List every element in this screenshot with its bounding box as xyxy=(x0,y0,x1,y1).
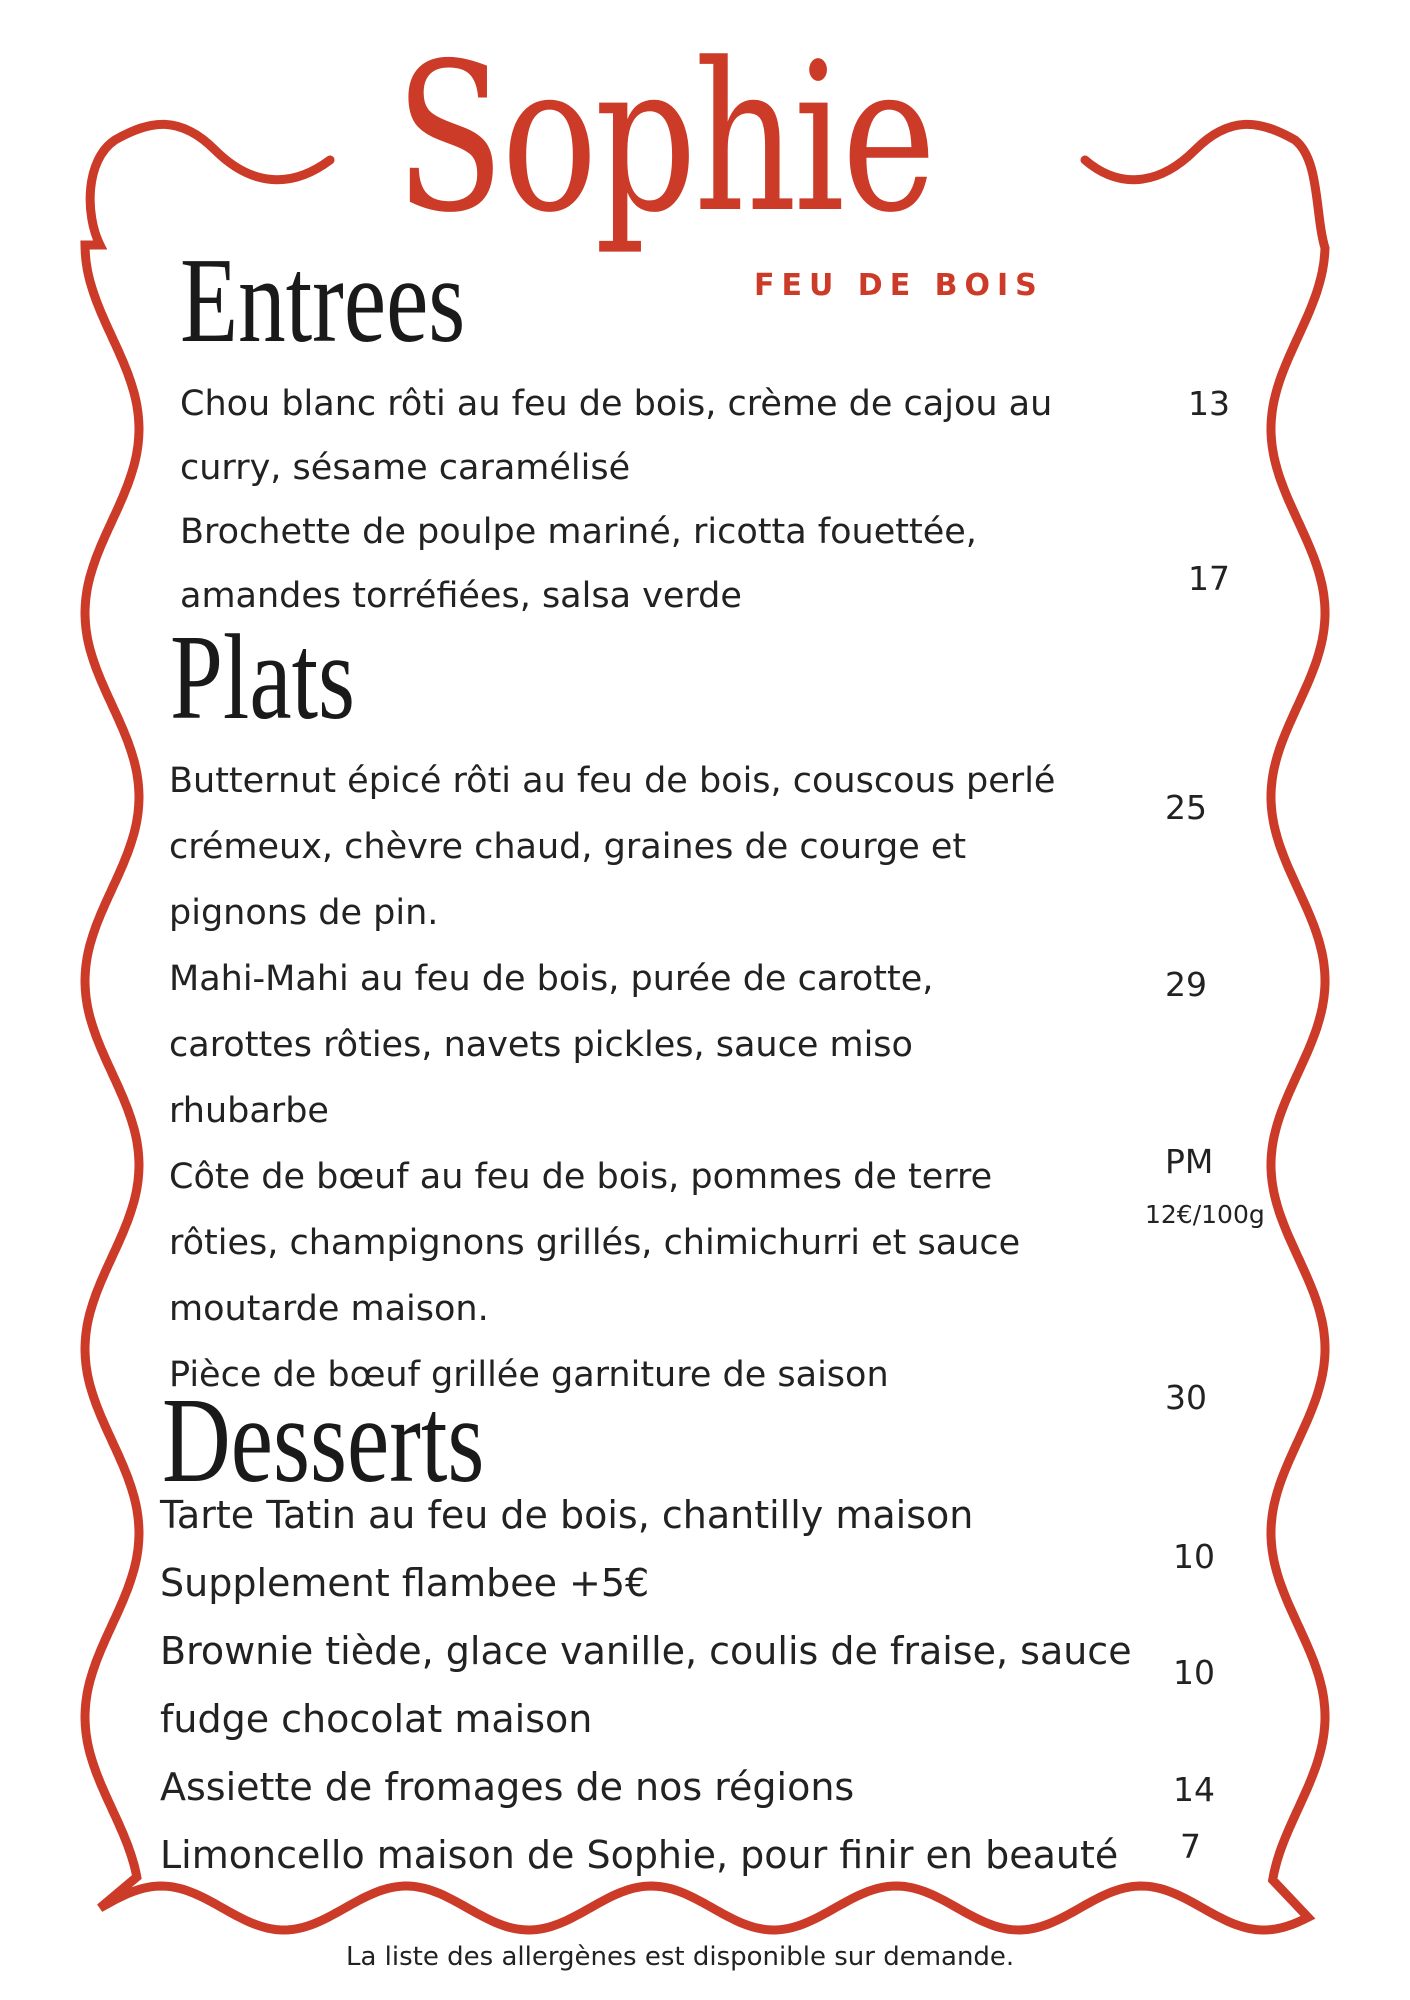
menu-line: Côte de bœuf au feu de bois, pommes de terre xyxy=(169,1157,993,1197)
price: 10 xyxy=(1173,1653,1215,1692)
menu-line: rôties, champignons grillés, chimichurri et sauce xyxy=(169,1223,1021,1263)
plats-lines xyxy=(169,748,1055,1408)
menu-line: carottes rôties, navets pickles, sauce miso xyxy=(169,1025,913,1065)
price: 30 xyxy=(1165,1378,1207,1417)
menu-line: Limoncello maison de Sophie, pour finir en beauté xyxy=(160,1833,1119,1877)
menu-line: moutarde maison. xyxy=(169,1289,489,1329)
menu-line: Supplement flambee +5€ xyxy=(160,1561,650,1605)
menu-line: amandes torréfiées, salsa verde xyxy=(180,576,742,616)
menu-line: Assiette de fromages de nos régions xyxy=(160,1765,855,1809)
menu-line: Butternut épicé rôti au feu de bois, couscous perlé xyxy=(169,761,1056,801)
menu-line: Chou blanc rôti au feu de bois, crème de cajou au xyxy=(180,384,1053,424)
menu-line: fudge chocolat maison xyxy=(160,1697,593,1741)
menu-line: curry, sésame caramélisé xyxy=(180,448,631,488)
section-title-entrees: Entrees xyxy=(180,233,466,368)
price: 17 xyxy=(1188,559,1230,598)
menu-line: Brownie tiède, glace vanille, coulis de fraise, sauce xyxy=(160,1629,1132,1673)
section-title-desserts: Desserts xyxy=(162,1373,485,1508)
entrees-lines xyxy=(180,372,1052,628)
price: 25 xyxy=(1165,788,1207,827)
menu-line: Mahi-Mahi au feu de bois, purée de carotte, xyxy=(169,959,934,999)
price: PM xyxy=(1165,1142,1214,1181)
price: 10 xyxy=(1173,1537,1215,1576)
menu-line: rhubarbe xyxy=(169,1091,329,1131)
price: 14 xyxy=(1173,1770,1215,1809)
price: 13 xyxy=(1188,384,1230,423)
brand-logo: Sophie xyxy=(395,20,934,258)
menu-line: pignons de pin. xyxy=(169,893,439,933)
menu-line: crémeux, chèvre chaud, graines de courge et xyxy=(169,827,967,867)
price-per-weight: 12€/100g xyxy=(1145,1200,1265,1229)
section-title-plats: Plats xyxy=(170,610,356,745)
price: 29 xyxy=(1165,965,1207,1004)
price: 7 xyxy=(1180,1827,1201,1866)
allergen-note: La liste des allergènes est disponible sur demande. xyxy=(346,1942,1015,1972)
menu-line: Tarte Tatin au feu de bois, chantilly maison xyxy=(160,1493,974,1537)
menu-line: Pièce de bœuf grillée garniture de saison xyxy=(169,1355,889,1395)
brand-subtitle: FEU DE BOIS xyxy=(754,268,1044,303)
desserts-lines xyxy=(160,1481,1132,1889)
menu-line: Brochette de poulpe mariné, ricotta fouettée, xyxy=(180,512,977,552)
